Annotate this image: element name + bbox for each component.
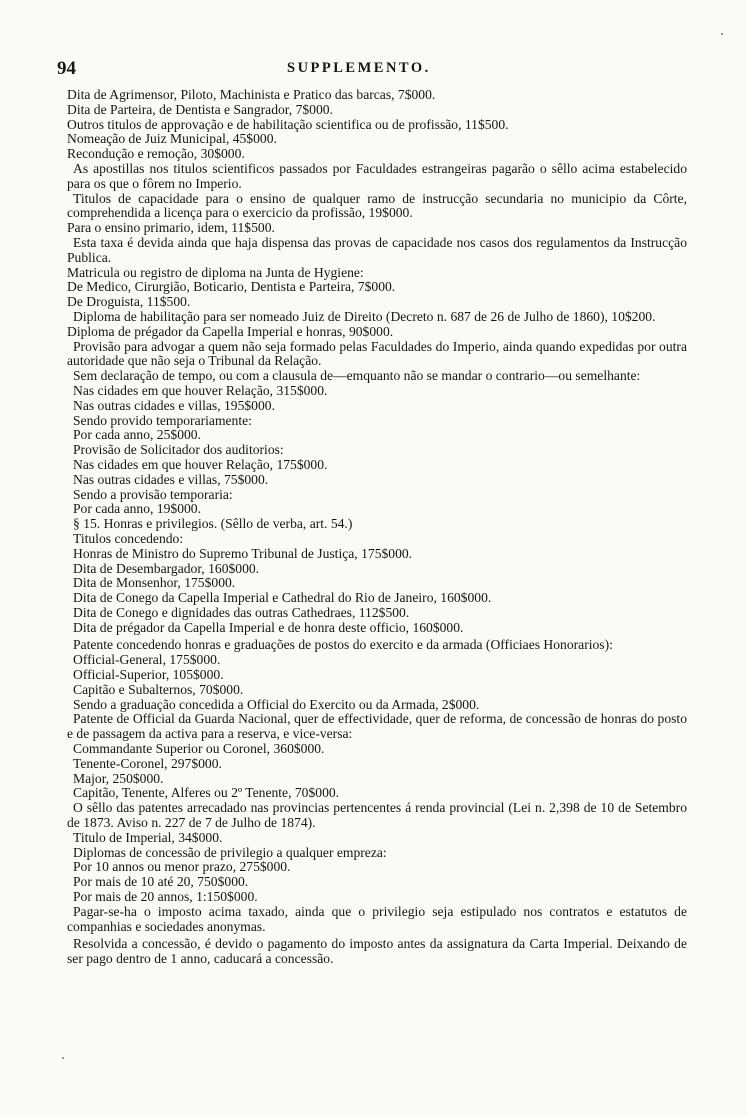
text-line: Por 10 annos ou menor prazo, 275$000. (73, 859, 291, 875)
text-line: Outros titulos de approvação e de habilitação scientifica ou de profissão, 11$500. (67, 116, 509, 132)
text-line: Nas outras cidades e villas, 195$000. (73, 397, 275, 413)
text-line: § 15. Honras e privilegios. (Sêllo de verba, art. 54.) (73, 516, 353, 532)
text-line: Dita de Conego e dignidades das outras Cathedraes, 112$500. (73, 604, 410, 620)
text-line: O sêllo das patentes arrecadado nas provincias pertencentes á renda provincial (Lei n. 2,398 de 10 de Setembro de 1873. Aviso n. 227 de 7 de Julho de 1874). (67, 800, 687, 831)
text-line: Dita de prégador da Capella Imperial e de honra deste officio, 160$000. (73, 619, 464, 635)
page-number: 94 (57, 58, 76, 79)
text-line: De Medico, Cirurgião, Boticario, Dentista e Parteira, 7$000. (67, 279, 396, 295)
text-line: Nas outras cidades e villas, 75$000. (73, 471, 269, 487)
text-line: Para o ensino primario, idem, 11$500. (67, 220, 275, 236)
text-line: Capitão, Tenente, Alferes ou 2º Tenente, 70$000. (73, 785, 340, 801)
text-line: Sem declaração de tempo, ou com a clausula de—emquanto não se mandar o contrario—ou semelhante: (73, 368, 641, 384)
text-line: Por mais de 10 até 20, 750$000. (73, 874, 249, 890)
document-page (55, 58, 687, 967)
body-text (55, 88, 687, 967)
page-header (55, 58, 687, 88)
text-line: Patente de Official da Guarda Nacional, quer de effectividade, quer de reforma, de concessão de honras do posto e de passagem da activa para a reserva, e vice-versa: (67, 711, 687, 742)
paper-speck (721, 33, 723, 35)
text-line: Matricula ou registro de diploma na Junta de Hygiene: (67, 264, 364, 280)
text-line: Titulos concedendo: (73, 530, 184, 546)
text-line: Commandante Superior ou Coronel, 360$000. (73, 741, 325, 757)
text-line: Official-Superior, 105$000. (73, 667, 224, 683)
text-line: Nas cidades em que houver Relação, 175$000. (73, 456, 328, 472)
paper-speck (62, 1057, 64, 1059)
running-head: SUPPLEMENTO. (287, 60, 431, 76)
text-line: Sendo a provisão temporaria: (73, 486, 233, 502)
text-line: Resolvida a concessão, é devido o pagamento do imposto antes da assignatura da Carta Imperial. Deixando de ser pago dentro de 1 anno, caducará a concessão. (67, 936, 687, 967)
text-line: Esta taxa é devida ainda que haja dispensa das provas de capacidade nos casos dos regulamentos da Instrucção Publica. (67, 234, 687, 265)
text-line: Capitão e Subalternos, 70$000. (73, 681, 244, 697)
text-line: De Droguista, 11$500. (67, 294, 191, 310)
text-line: Dita de Agrimensor, Piloto, Machinista e Pratico das barcas, 7$000. (67, 87, 436, 102)
text-line: Titulo de Imperial, 34$000. (73, 829, 223, 845)
text-line: Provisão de Solicitador dos auditorios: (73, 442, 284, 458)
text-line: Titulos de capacidade para o ensino de qualquer ramo de instrucção secundaria no municipio da Côrte, comprehendida a licença para o exercicio da profissão, 19$000. (67, 190, 687, 221)
text-line: Sendo provido temporariamente: (73, 412, 252, 428)
text-line: Major, 250$000. (73, 770, 164, 786)
text-line: Dita de Parteira, de Dentista e Sangrador, 7$000. (67, 101, 333, 117)
text-line: Por cada anno, 19$000. (73, 501, 201, 517)
text-line: Sendo a graduação concedida a Official do Exercito ou da Armada, 2$000. (73, 696, 480, 712)
text-line: Diploma de prégador da Capella Imperial e honras, 90$000. (67, 323, 394, 339)
text-line: Dita de Monsenhor, 175$000. (73, 575, 236, 591)
text-line: Recondução e remoção, 30$000. (67, 146, 245, 162)
text-line: Patente concedendo honras e graduações de postos do exercito e da armada (Officiaes Honorarios): (73, 637, 613, 653)
text-line: Dita de Desembargador, 160$000. (73, 560, 260, 576)
text-line: Dita de Conego da Capella Imperial e Cathedral do Rio de Janeiro, 160$000. (73, 590, 492, 606)
text-line: Nas cidades em que houver Relação, 315$000. (73, 382, 328, 398)
text-line: Nomeação de Juiz Municipal, 45$000. (67, 131, 277, 147)
text-line: Tenente-Coronel, 297$000. (73, 755, 222, 771)
text-line: Diplomas de concessão de privilegio a qualquer empreza: (73, 844, 387, 860)
text-line: Honras de Ministro do Supremo Tribunal de Justiça, 175$000. (73, 545, 413, 561)
text-line: Provisão para advogar a quem não seja formado pelas Faculdades do Imperio, ainda quando expedidas por outra autoridade que não seja o Tribunal da Relação. (67, 338, 687, 369)
text-line: Por mais de 20 annos, 1:150$000. (73, 889, 258, 905)
text-line: Official-General, 175$000. (73, 652, 221, 668)
text-line: Por cada anno, 25$000. (73, 427, 201, 443)
text-line: Diploma de habilitação para ser nomeado Juiz de Direito (Decreto n. 687 de 26 de Julho de 1860), 10$200. (73, 308, 656, 324)
text-line: Pagar-se-ha o imposto acima taxado, ainda que o privilegio seja estipulado nos contratos e estatutos de companhias e sociedades anonymas. (67, 903, 687, 934)
text-line: As apostillas nos titulos scientificos passados por Faculdades estrangeiras pagarão o sêllo acima estabelecido para os que o fôrem no Imperio. (67, 160, 687, 191)
